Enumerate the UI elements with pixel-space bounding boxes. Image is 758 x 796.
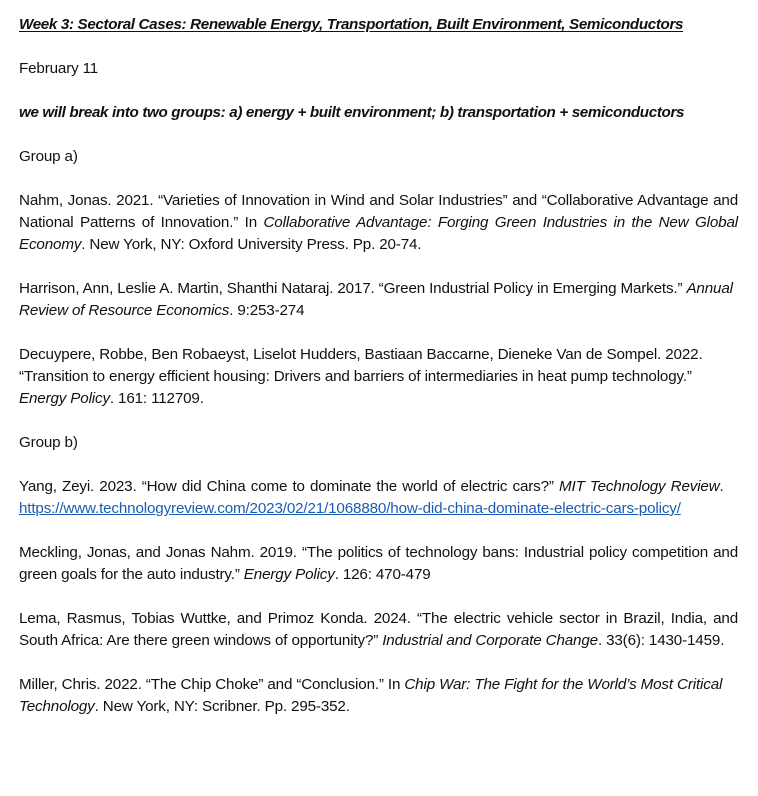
reference-source: Annual Review of Resource Economics (19, 280, 733, 319)
reference-text: Miller, Chris. 2022. “The Chip Choke” and “Conclusion.” In (19, 676, 405, 693)
reference-source: Energy Policy (19, 390, 110, 407)
reference-details: . 9:253-274 (229, 302, 305, 319)
reference-source: Chip War: The Fight for the World’s Most Critical Technology (19, 676, 723, 715)
reference-item (19, 344, 738, 410)
reference-source: Energy Policy (243, 566, 335, 583)
group-a-label: Group a) (19, 148, 78, 165)
reference-source: Collaborative Advantage: Forging Green Industries in the New Global Economy (19, 214, 738, 253)
reference-text: Harrison, Ann, Leslie A. Martin, Shanthi Nataraj. 2017. “Green Industrial Policy in Emerging Markets.” (19, 280, 687, 297)
reference-text: Yang, Zeyi. 2023. “How did China come to dominate the world of electric cars?” (19, 478, 559, 495)
reference-details: . 161: 112709. (109, 390, 204, 407)
reference-text: Lema, Rasmus, Tobias Wuttke, and Primoz Konda. 2024. “The electric vehicle sector in Brazil, India, and South Africa: Are there green windows of opportunity?” (19, 610, 738, 649)
reference-item (19, 278, 738, 322)
reference-details: . New York, NY: Oxford University Press. Pp. 20-74. (81, 236, 422, 253)
article-link[interactable]: https://www.technologyreview.com/2023/02/21/1068880/how-did-china-dominate-electric-cars-policy/ (19, 500, 681, 517)
reference-text: Decuypere, Robbe, Ben Robaeyst, Liselot Hudders, Bastiaan Baccarne, Dieneke Van de Sompel. 2022. “Transition to energy efficient housing: Drivers and barriers of intermediaries in heat pump technology.” (19, 346, 703, 385)
group-instructions: we will break into two groups: a) energy + built environment; b) transportation + semiconductors (19, 104, 685, 121)
reference-item (19, 476, 738, 520)
reference-details: . 126: 470-479 (334, 566, 431, 583)
reference-details: . (719, 478, 724, 495)
reference-item (19, 190, 738, 256)
reference-item (19, 674, 738, 718)
reference-source: Industrial and Corporate Change (382, 632, 598, 649)
session-date: February 11 (19, 60, 99, 77)
group-b-label: Group b) (19, 434, 78, 451)
reference-details: . New York, NY: Scribner. Pp. 295-352. (94, 698, 350, 715)
reference-text: Meckling, Jonas, and Jonas Nahm. 2019. “The politics of technology bans: Industrial policy competition and green goals for the auto industry.” (19, 544, 738, 583)
reference-source: MIT Technology Review (559, 478, 720, 495)
reference-item (19, 542, 738, 586)
reference-text: Nahm, Jonas. 2021. “Varieties of Innovation in Wind and Solar Industries” and “Collaborative Advantage and National Patterns of Innovation.” In (19, 192, 738, 231)
reference-details: . 33(6): 1430-1459. (597, 632, 725, 649)
week-heading: Week 3: Sectoral Cases: Renewable Energy, Transportation, Built Environment, Semiconductors (19, 16, 684, 33)
reference-item (19, 608, 738, 652)
